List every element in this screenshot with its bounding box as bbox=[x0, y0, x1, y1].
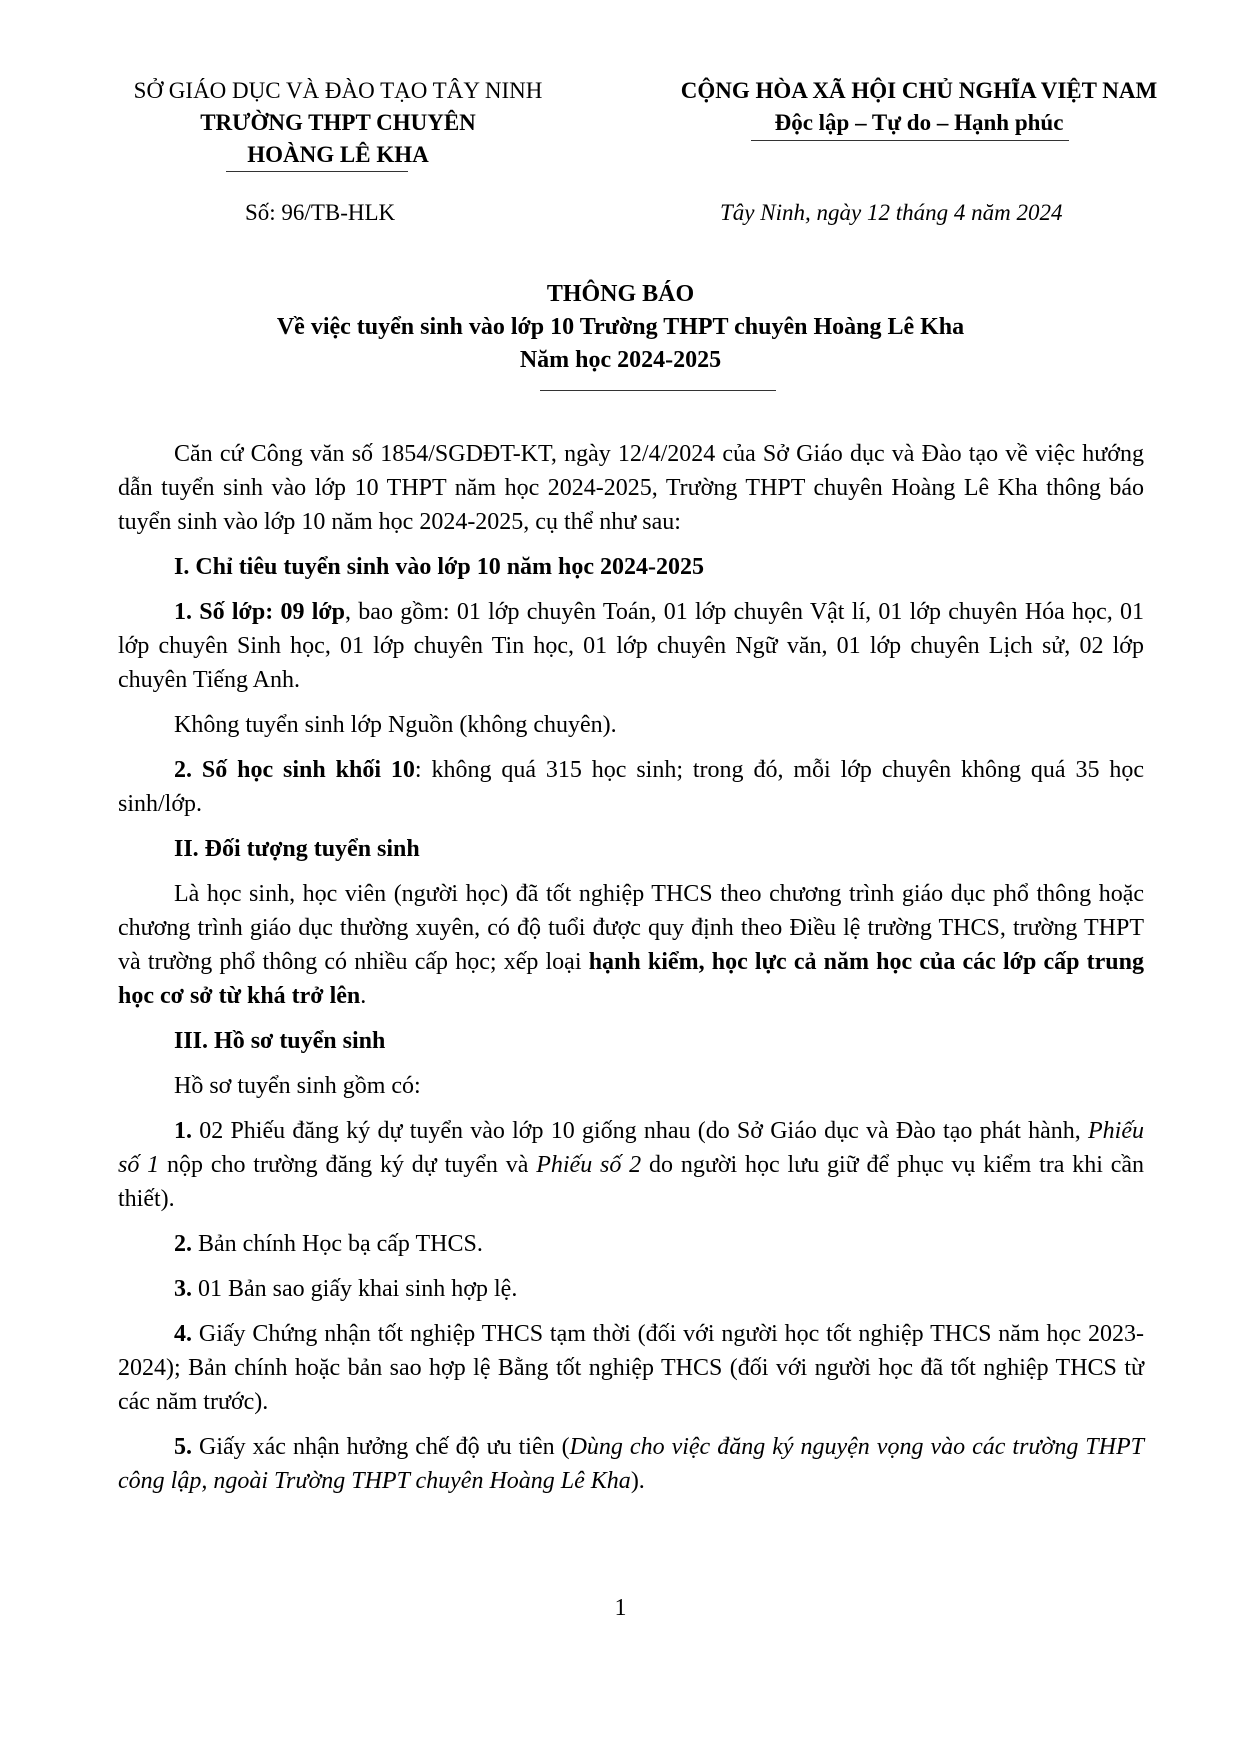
item-text: 01 Bản sao giấy khai sinh hợp lệ. bbox=[192, 1276, 518, 1302]
document-type: THÔNG BÁO bbox=[546, 281, 695, 307]
motto-underline bbox=[751, 140, 1069, 141]
item-number: 3. bbox=[174, 1276, 192, 1302]
class-count-label: 1. Số lớp: 09 lớp bbox=[174, 599, 346, 625]
item-number: 4. bbox=[174, 1321, 192, 1347]
item-text: nộp cho trường đăng ký dự tuyển và bbox=[159, 1152, 537, 1178]
dossier-item-4 bbox=[118, 1317, 1144, 1419]
eligibility-requirement: hạnh kiểm, học lực cả năm học của các lớp cấp trung học cơ sở từ khá trở lên bbox=[118, 949, 1144, 1009]
item-number: 1. bbox=[174, 1118, 192, 1144]
section-3-intro: Hồ sơ tuyển sinh gồm có: bbox=[174, 1073, 421, 1099]
document-body bbox=[118, 437, 1144, 1509]
issuer-block bbox=[88, 75, 588, 171]
school-year: Năm học 2024-2025 bbox=[519, 347, 722, 373]
eligibility-text: Là học sinh, học viên (người học) đã tốt nghiệp THCS theo chương trình giáo dục phổ thông hoặc chương trình giáo dục thường xuyên, có độ tuổi được quy định theo Điều lệ trường THCS, trường THPT và trường phổ thông có nhiều cấp học; xếp loại bbox=[118, 881, 1144, 975]
dossier-item-2 bbox=[118, 1227, 1144, 1261]
item-number: 5. bbox=[174, 1434, 192, 1460]
school-name-line1: TRƯỜNG THPT CHUYÊN bbox=[200, 110, 476, 135]
item-note: Dùng cho việc đăng ký nguyện vọng vào các trường THPT công lập, ngoài Trường THPT chuyên Hoàng Lê Kha bbox=[118, 1434, 1144, 1494]
section-1-heading: I. Chỉ tiêu tuyển sinh vào lớp 10 năm học 2024-2025 bbox=[174, 554, 705, 580]
place-and-date: Tây Ninh, ngày 12 tháng 4 năm 2024 bbox=[720, 200, 1063, 225]
item-text: Giấy Chứng nhận tốt nghiệp THCS tạm thời (đối với người học tốt nghiệp THCS năm học 2023-2024); Bản chính hoặc bản sao hợp lệ Bằng tốt nghiệp THCS (đối với người học đã tốt nghiệp THCS từ các năm trước). bbox=[118, 1321, 1144, 1415]
item-text: Bản chính Học bạ cấp THCS. bbox=[192, 1231, 483, 1257]
national-title: CỘNG HÒA XÃ HỘI CHỦ NGHĨA VIỆT NAM bbox=[680, 78, 1158, 103]
form-2-name: Phiếu số 2 bbox=[536, 1152, 642, 1178]
form-1-name: Phiếu số 1 bbox=[118, 1118, 1144, 1178]
item-text: Giấy xác nhận hưởng chế độ ưu tiên ( bbox=[192, 1434, 570, 1460]
national-header bbox=[628, 75, 1210, 139]
class-count-text: , bao gồm: 01 lớp chuyên Toán, 01 lớp chuyên Vật lí, 01 lớp chuyên Hóa học, 01 lớp chuyên Sinh học, 01 lớp chuyên Tin học, 01 lớp chuyên Ngữ văn, 01 lớp chuyên Lịch sử, 02 lớp chuyên Tiếng Anh. bbox=[118, 599, 1144, 693]
section-1-item-2 bbox=[118, 753, 1144, 821]
section-1-note: Không tuyển sinh lớp Nguồn (không chuyên). bbox=[174, 712, 617, 738]
title-underline bbox=[540, 390, 776, 391]
dossier-item-3 bbox=[118, 1272, 1144, 1306]
section-2-paragraph bbox=[118, 877, 1144, 1013]
section-1-item-1 bbox=[118, 595, 1144, 697]
item-text: ). bbox=[630, 1468, 645, 1494]
item-number: 2. bbox=[174, 1231, 192, 1257]
item-text: 02 Phiếu đăng ký dự tuyển vào lớp 10 giống nhau (do Sở Giáo dục và Đào tạo phát hành, bbox=[192, 1118, 1089, 1144]
section-3-heading: III. Hồ sơ tuyển sinh bbox=[174, 1028, 386, 1054]
student-count-text: : không quá 315 học sinh; trong đó, mỗi lớp chuyên không quá 35 học sinh/lớp. bbox=[118, 757, 1144, 817]
section-2-heading: II. Đối tượng tuyển sinh bbox=[174, 836, 420, 862]
eligibility-end: . bbox=[360, 983, 367, 1009]
document-subject: Về việc tuyển sinh vào lớp 10 Trường THPT chuyên Hoàng Lê Kha bbox=[276, 314, 965, 340]
document-number: Số: 96/TB-HLK bbox=[245, 200, 396, 225]
national-motto: Độc lập – Tự do – Hạnh phúc bbox=[774, 110, 1064, 135]
page-number: 1 bbox=[614, 1595, 627, 1621]
department-name: SỞ GIÁO DỤC VÀ ĐÀO TẠO TÂY NINH bbox=[133, 78, 543, 103]
student-count-label: 2. Số học sinh khối 10 bbox=[174, 757, 415, 783]
intro-paragraph: Căn cứ Công văn số 1854/SGDĐT-KT, ngày 12/4/2024 của Sở Giáo dục và Đào tạo về việc hướng dẫn tuyển sinh vào lớp 10 THPT năm học 2024-2025, Trường THPT chuyên Hoàng Lê Kha thông báo tuyển sinh vào lớp 10 năm học 2024-2025, cụ thể như sau: bbox=[118, 441, 1144, 535]
school-name-line2: HOÀNG LÊ KHA bbox=[247, 142, 429, 167]
issuer-underline bbox=[226, 171, 408, 172]
item-text: do người học lưu giữ để phục vụ kiểm tra khi cần thiết). bbox=[118, 1152, 1144, 1212]
dossier-item-5 bbox=[118, 1430, 1144, 1498]
dossier-item-1 bbox=[118, 1114, 1144, 1216]
